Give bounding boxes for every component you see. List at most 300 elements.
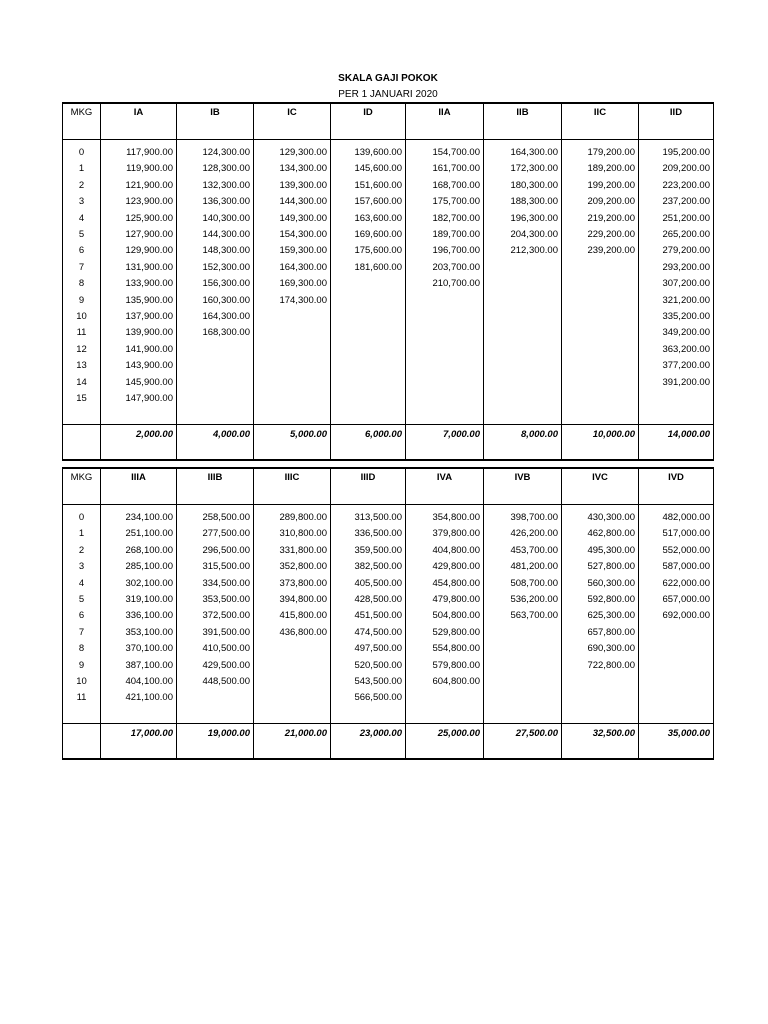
salary-cell xyxy=(484,309,562,325)
table-row xyxy=(63,227,714,243)
salary-cell: 129,900.00 xyxy=(101,243,177,259)
salary-cell: 690,300.00 xyxy=(562,641,639,657)
salary-cell: 296,500.00 xyxy=(177,543,254,559)
salary-cell: 657,800.00 xyxy=(562,625,639,641)
salary-cell xyxy=(562,358,639,374)
salary-cell: 160,300.00 xyxy=(177,293,254,309)
salary-cell: 354,800.00 xyxy=(406,510,484,526)
empty-cell xyxy=(177,408,254,425)
salary-cell: 251,200.00 xyxy=(639,211,714,227)
increment-cell: 4,000.00 xyxy=(177,424,254,460)
increment-cell: 27,500.00 xyxy=(484,723,562,759)
salary-cell xyxy=(406,309,484,325)
salary-cell xyxy=(562,325,639,341)
table-row xyxy=(63,674,714,690)
salary-cell xyxy=(331,375,406,391)
salary-cell xyxy=(177,690,254,706)
salary-cell: 497,500.00 xyxy=(331,641,406,657)
salary-cell: 426,200.00 xyxy=(484,526,562,542)
table-row xyxy=(63,526,714,542)
mkg-cell: 13 xyxy=(63,358,101,374)
salary-cell xyxy=(562,260,639,276)
salary-cell: 394,800.00 xyxy=(254,592,331,608)
column-header-mkg: MKG xyxy=(63,468,101,505)
salary-cell: 331,800.00 xyxy=(254,543,331,559)
salary-cell xyxy=(406,358,484,374)
salary-cell: 543,500.00 xyxy=(331,674,406,690)
salary-cell: 141,900.00 xyxy=(101,342,177,358)
salary-cell xyxy=(331,391,406,407)
salary-cell: 319,100.00 xyxy=(101,592,177,608)
column-header-golongan: IIIC xyxy=(254,468,331,505)
salary-cell: 566,500.00 xyxy=(331,690,406,706)
salary-cell: 172,300.00 xyxy=(484,161,562,177)
increment-cell: 8,000.00 xyxy=(484,424,562,460)
document-title: SKALA GAJI POKOK xyxy=(338,73,438,84)
salary-cell: 451,500.00 xyxy=(331,608,406,624)
salary-cell xyxy=(254,658,331,674)
salary-cell: 479,800.00 xyxy=(406,592,484,608)
salary-cell xyxy=(562,293,639,309)
salary-cell xyxy=(254,309,331,325)
salary-cell xyxy=(484,658,562,674)
salary-cell: 398,700.00 xyxy=(484,510,562,526)
salary-cell: 189,700.00 xyxy=(406,227,484,243)
mkg-cell: 7 xyxy=(63,260,101,276)
salary-cell: 504,800.00 xyxy=(406,608,484,624)
table-row xyxy=(63,309,714,325)
salary-cell: 481,200.00 xyxy=(484,559,562,575)
increment-cell: 23,000.00 xyxy=(331,723,406,759)
salary-cell: 587,000.00 xyxy=(639,559,714,575)
table-row xyxy=(63,608,714,624)
salary-cell xyxy=(639,391,714,407)
salary-cell: 279,200.00 xyxy=(639,243,714,259)
salary-cell: 359,500.00 xyxy=(331,543,406,559)
empty-cell xyxy=(639,408,714,425)
salary-cell xyxy=(254,641,331,657)
table-row xyxy=(63,510,714,526)
empty-cell xyxy=(484,408,562,425)
salary-cell: 277,500.00 xyxy=(177,526,254,542)
salary-cell: 370,100.00 xyxy=(101,641,177,657)
table-row xyxy=(63,658,714,674)
salary-cell: 495,300.00 xyxy=(562,543,639,559)
salary-cell: 239,200.00 xyxy=(562,243,639,259)
empty-cell xyxy=(406,707,484,724)
salary-cell: 462,800.00 xyxy=(562,526,639,542)
column-header-golongan: IIID xyxy=(331,468,406,505)
salary-cell: 209,200.00 xyxy=(639,161,714,177)
mkg-cell: 3 xyxy=(63,194,101,210)
salary-cell xyxy=(562,391,639,407)
mkg-cell: 14 xyxy=(63,375,101,391)
salary-cell: 209,200.00 xyxy=(562,194,639,210)
spacer-row xyxy=(63,707,714,724)
salary-cell: 144,300.00 xyxy=(177,227,254,243)
salary-cell: 128,300.00 xyxy=(177,161,254,177)
salary-cell xyxy=(484,325,562,341)
table-row xyxy=(63,293,714,309)
salary-cell: 181,600.00 xyxy=(331,260,406,276)
table-row xyxy=(63,342,714,358)
salary-cell: 195,200.00 xyxy=(639,145,714,161)
salary-cell: 131,900.00 xyxy=(101,260,177,276)
salary-cell: 529,800.00 xyxy=(406,625,484,641)
salary-cell xyxy=(562,674,639,690)
salary-cell: 625,300.00 xyxy=(562,608,639,624)
empty-cell xyxy=(331,707,406,724)
salary-cell: 204,300.00 xyxy=(484,227,562,243)
salary-cell xyxy=(484,358,562,374)
increment-label-cell xyxy=(63,424,101,460)
salary-cell: 722,800.00 xyxy=(562,658,639,674)
empty-cell xyxy=(101,408,177,425)
empty-cell xyxy=(254,707,331,724)
salary-cell: 552,000.00 xyxy=(639,543,714,559)
salary-cell xyxy=(254,375,331,391)
salary-cell: 132,300.00 xyxy=(177,178,254,194)
salary-cell xyxy=(254,391,331,407)
column-header-golongan: IVB xyxy=(484,468,562,505)
salary-cell xyxy=(562,309,639,325)
salary-cell: 196,300.00 xyxy=(484,211,562,227)
salary-cell: 430,300.00 xyxy=(562,510,639,526)
table-row xyxy=(63,243,714,259)
mkg-cell: 4 xyxy=(63,576,101,592)
salary-cell xyxy=(484,375,562,391)
increment-row xyxy=(63,424,714,460)
salary-cell: 508,700.00 xyxy=(484,576,562,592)
table-row xyxy=(63,576,714,592)
salary-cell: 123,900.00 xyxy=(101,194,177,210)
table-row xyxy=(63,325,714,341)
salary-cell xyxy=(484,391,562,407)
table-row xyxy=(63,276,714,292)
salary-cell: 410,500.00 xyxy=(177,641,254,657)
mkg-cell: 5 xyxy=(63,227,101,243)
table-row xyxy=(63,391,714,407)
salary-cell: 182,700.00 xyxy=(406,211,484,227)
table-row xyxy=(63,559,714,575)
column-header-golongan: ID xyxy=(331,103,406,140)
salary-cell: 164,300.00 xyxy=(254,260,331,276)
salary-cell: 265,200.00 xyxy=(639,227,714,243)
mkg-cell: 5 xyxy=(63,592,101,608)
salary-cell: 164,300.00 xyxy=(484,145,562,161)
salary-cell xyxy=(562,375,639,391)
empty-cell xyxy=(484,707,562,724)
salary-cell xyxy=(254,674,331,690)
salary-cell: 148,300.00 xyxy=(177,243,254,259)
salary-cell xyxy=(406,342,484,358)
salary-cell: 229,200.00 xyxy=(562,227,639,243)
salary-cell: 349,200.00 xyxy=(639,325,714,341)
mkg-cell: 2 xyxy=(63,543,101,559)
salary-cell: 117,900.00 xyxy=(101,145,177,161)
salary-cell: 154,700.00 xyxy=(406,145,484,161)
salary-cell: 421,100.00 xyxy=(101,690,177,706)
increment-cell: 2,000.00 xyxy=(101,424,177,460)
salary-cell: 404,800.00 xyxy=(406,543,484,559)
column-header-golongan: IIA xyxy=(406,103,484,140)
table-row xyxy=(63,358,714,374)
mkg-cell: 8 xyxy=(63,641,101,657)
empty-cell xyxy=(639,707,714,724)
salary-cell: 363,200.00 xyxy=(639,342,714,358)
header-row xyxy=(63,468,714,505)
empty-cell xyxy=(562,707,639,724)
empty-cell xyxy=(101,707,177,724)
salary-cell: 144,300.00 xyxy=(254,194,331,210)
empty-cell xyxy=(63,707,101,724)
header-row xyxy=(63,103,714,140)
salary-scale-table-golongan-3-4 xyxy=(62,467,714,760)
salary-cell xyxy=(562,276,639,292)
salary-cell xyxy=(484,260,562,276)
empty-cell xyxy=(406,408,484,425)
salary-cell xyxy=(331,309,406,325)
salary-cell xyxy=(484,293,562,309)
column-header-golongan: IIIB xyxy=(177,468,254,505)
salary-cell xyxy=(484,641,562,657)
salary-cell: 212,300.00 xyxy=(484,243,562,259)
increment-cell: 21,000.00 xyxy=(254,723,331,759)
table-row xyxy=(63,260,714,276)
increment-cell: 19,000.00 xyxy=(177,723,254,759)
salary-cell: 179,200.00 xyxy=(562,145,639,161)
salary-cell xyxy=(331,358,406,374)
salary-cell: 134,300.00 xyxy=(254,161,331,177)
salary-cell xyxy=(254,690,331,706)
salary-cell xyxy=(562,690,639,706)
increment-label-cell xyxy=(63,723,101,759)
salary-cell: 258,500.00 xyxy=(177,510,254,526)
salary-cell: 520,500.00 xyxy=(331,658,406,674)
salary-cell: 125,900.00 xyxy=(101,211,177,227)
column-header-golongan: IID xyxy=(639,103,714,140)
salary-cell: 219,200.00 xyxy=(562,211,639,227)
salary-cell xyxy=(639,690,714,706)
salary-cell: 289,800.00 xyxy=(254,510,331,526)
salary-cell xyxy=(331,342,406,358)
salary-cell: 382,500.00 xyxy=(331,559,406,575)
salary-cell: 336,500.00 xyxy=(331,526,406,542)
table-row xyxy=(63,178,714,194)
salary-cell: 563,700.00 xyxy=(484,608,562,624)
salary-cell: 180,300.00 xyxy=(484,178,562,194)
mkg-cell: 15 xyxy=(63,391,101,407)
salary-cell: 164,300.00 xyxy=(177,309,254,325)
salary-cell: 121,900.00 xyxy=(101,178,177,194)
salary-cell: 353,500.00 xyxy=(177,592,254,608)
salary-cell: 174,300.00 xyxy=(254,293,331,309)
mkg-cell: 4 xyxy=(63,211,101,227)
salary-cell: 405,500.00 xyxy=(331,576,406,592)
column-header-golongan: IB xyxy=(177,103,254,140)
salary-cell: 391,500.00 xyxy=(177,625,254,641)
salary-scale-table-golongan-1-2 xyxy=(62,102,714,461)
salary-cell: 152,300.00 xyxy=(177,260,254,276)
mkg-cell: 6 xyxy=(63,608,101,624)
salary-cell: 387,100.00 xyxy=(101,658,177,674)
column-header-mkg: MKG xyxy=(63,103,101,140)
salary-cell: 175,600.00 xyxy=(331,243,406,259)
salary-cell xyxy=(406,375,484,391)
salary-cell xyxy=(639,674,714,690)
salary-cell xyxy=(331,325,406,341)
salary-cell: 404,100.00 xyxy=(101,674,177,690)
salary-cell: 268,100.00 xyxy=(101,543,177,559)
increment-cell: 25,000.00 xyxy=(406,723,484,759)
increment-cell: 7,000.00 xyxy=(406,424,484,460)
mkg-cell: 1 xyxy=(63,161,101,177)
table-row xyxy=(63,592,714,608)
salary-cell xyxy=(177,358,254,374)
salary-cell: 137,900.00 xyxy=(101,309,177,325)
mkg-cell: 0 xyxy=(63,510,101,526)
salary-cell: 293,200.00 xyxy=(639,260,714,276)
increment-cell: 35,000.00 xyxy=(639,723,714,759)
salary-cell: 168,300.00 xyxy=(177,325,254,341)
mkg-cell: 2 xyxy=(63,178,101,194)
empty-cell xyxy=(254,408,331,425)
salary-cell: 161,700.00 xyxy=(406,161,484,177)
salary-cell: 251,100.00 xyxy=(101,526,177,542)
table-row xyxy=(63,194,714,210)
salary-cell: 159,300.00 xyxy=(254,243,331,259)
increment-cell: 5,000.00 xyxy=(254,424,331,460)
salary-cell: 149,300.00 xyxy=(254,211,331,227)
column-header-golongan: IVC xyxy=(562,468,639,505)
salary-cell: 124,300.00 xyxy=(177,145,254,161)
table-row xyxy=(63,145,714,161)
salary-cell: 622,000.00 xyxy=(639,576,714,592)
mkg-cell: 12 xyxy=(63,342,101,358)
column-header-golongan: IIC xyxy=(562,103,639,140)
salary-cell: 133,900.00 xyxy=(101,276,177,292)
salary-cell: 223,200.00 xyxy=(639,178,714,194)
salary-cell: 352,800.00 xyxy=(254,559,331,575)
salary-cell xyxy=(331,276,406,292)
salary-cell: 237,200.00 xyxy=(639,194,714,210)
table-row xyxy=(63,543,714,559)
salary-cell: 203,700.00 xyxy=(406,260,484,276)
salary-cell xyxy=(484,674,562,690)
increment-cell: 32,500.00 xyxy=(562,723,639,759)
mkg-cell: 7 xyxy=(63,625,101,641)
empty-cell xyxy=(562,408,639,425)
document-subtitle: PER 1 JANUARI 2020 xyxy=(338,89,438,100)
spacer-row xyxy=(63,408,714,425)
column-header-golongan: IIB xyxy=(484,103,562,140)
mkg-cell: 6 xyxy=(63,243,101,259)
salary-cell: 428,500.00 xyxy=(331,592,406,608)
salary-cell: 196,700.00 xyxy=(406,243,484,259)
salary-cell: 188,300.00 xyxy=(484,194,562,210)
table-row xyxy=(63,641,714,657)
table-row xyxy=(63,625,714,641)
mkg-cell: 9 xyxy=(63,658,101,674)
mkg-cell: 0 xyxy=(63,145,101,161)
column-header-golongan: IA xyxy=(101,103,177,140)
salary-cell: 335,200.00 xyxy=(639,309,714,325)
salary-cell: 377,200.00 xyxy=(639,358,714,374)
salary-cell: 145,600.00 xyxy=(331,161,406,177)
salary-cell: 135,900.00 xyxy=(101,293,177,309)
salary-cell: 692,000.00 xyxy=(639,608,714,624)
salary-cell xyxy=(639,658,714,674)
table-row xyxy=(63,211,714,227)
salary-cell: 168,700.00 xyxy=(406,178,484,194)
salary-cell: 579,800.00 xyxy=(406,658,484,674)
salary-cell: 127,900.00 xyxy=(101,227,177,243)
salary-cell: 145,900.00 xyxy=(101,375,177,391)
salary-cell: 157,600.00 xyxy=(331,194,406,210)
mkg-cell: 10 xyxy=(63,309,101,325)
mkg-cell: 8 xyxy=(63,276,101,292)
column-header-golongan: IVA xyxy=(406,468,484,505)
salary-cell: 429,800.00 xyxy=(406,559,484,575)
salary-cell xyxy=(406,293,484,309)
salary-cell xyxy=(254,342,331,358)
salary-cell xyxy=(406,325,484,341)
salary-cell xyxy=(254,325,331,341)
salary-cell: 169,300.00 xyxy=(254,276,331,292)
increment-cell: 6,000.00 xyxy=(331,424,406,460)
salary-cell: 657,000.00 xyxy=(639,592,714,608)
mkg-cell: 3 xyxy=(63,559,101,575)
salary-cell: 454,800.00 xyxy=(406,576,484,592)
salary-cell xyxy=(639,625,714,641)
salary-cell: 482,000.00 xyxy=(639,510,714,526)
salary-cell: 175,700.00 xyxy=(406,194,484,210)
salary-cell: 310,800.00 xyxy=(254,526,331,542)
salary-cell: 139,300.00 xyxy=(254,178,331,194)
increment-cell: 14,000.00 xyxy=(639,424,714,460)
salary-cell xyxy=(484,342,562,358)
salary-cell xyxy=(484,690,562,706)
salary-cell xyxy=(639,641,714,657)
salary-cell: 373,800.00 xyxy=(254,576,331,592)
salary-cell xyxy=(177,342,254,358)
salary-cell: 474,500.00 xyxy=(331,625,406,641)
salary-cell: 189,200.00 xyxy=(562,161,639,177)
salary-cell xyxy=(562,342,639,358)
mkg-cell: 9 xyxy=(63,293,101,309)
empty-cell xyxy=(63,408,101,425)
salary-cell xyxy=(177,375,254,391)
salary-cell: 307,200.00 xyxy=(639,276,714,292)
salary-cell: 321,200.00 xyxy=(639,293,714,309)
column-header-golongan: IVD xyxy=(639,468,714,505)
salary-cell: 429,500.00 xyxy=(177,658,254,674)
salary-cell: 151,600.00 xyxy=(331,178,406,194)
increment-cell: 17,000.00 xyxy=(101,723,177,759)
salary-cell xyxy=(406,391,484,407)
salary-cell: 199,200.00 xyxy=(562,178,639,194)
salary-cell: 234,100.00 xyxy=(101,510,177,526)
salary-cell: 139,900.00 xyxy=(101,325,177,341)
salary-cell: 163,600.00 xyxy=(331,211,406,227)
salary-cell: 604,800.00 xyxy=(406,674,484,690)
salary-cell xyxy=(484,276,562,292)
table-row xyxy=(63,161,714,177)
table-row xyxy=(63,690,714,706)
salary-cell xyxy=(406,690,484,706)
salary-cell xyxy=(177,391,254,407)
mkg-cell: 1 xyxy=(63,526,101,542)
